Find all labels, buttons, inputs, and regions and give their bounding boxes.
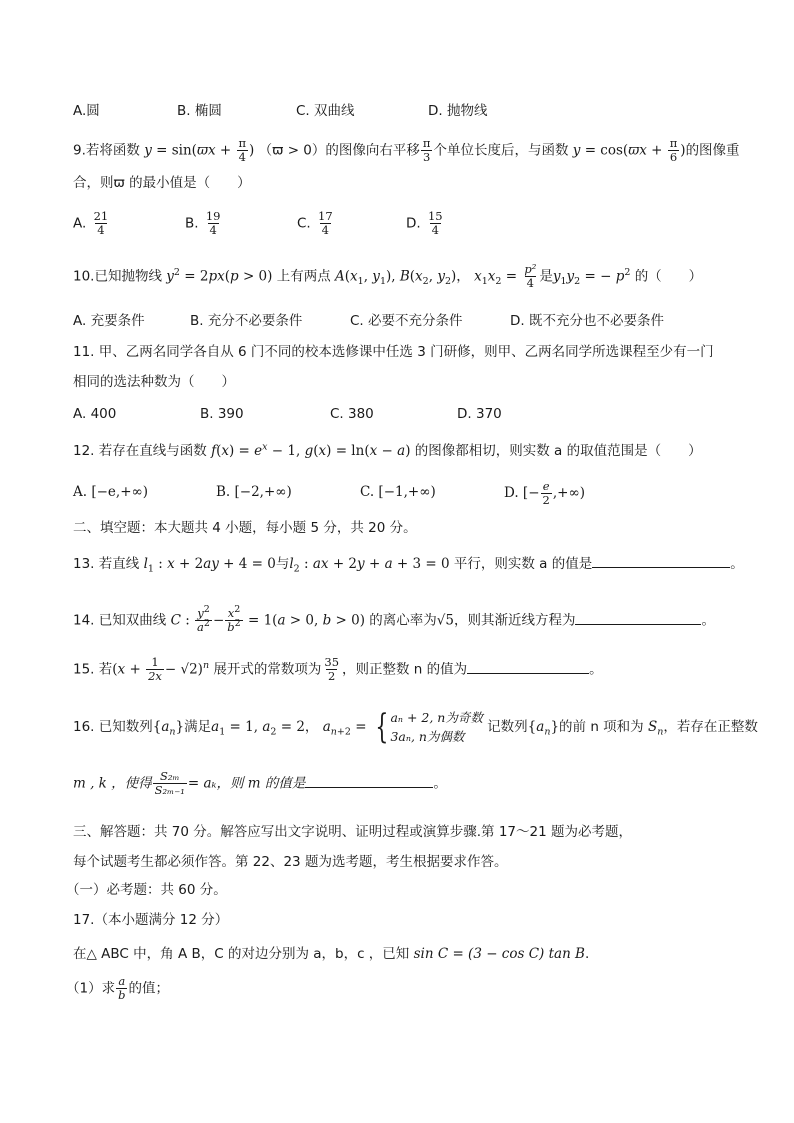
- q16-piecewise: { aₙ + 2, n为奇数 3aₙ, n为偶数: [375, 707, 483, 747]
- q12-option-b: B. [−2,+∞): [216, 484, 292, 500]
- q10-option-b: B. 充分不必要条件: [190, 313, 303, 329]
- q12-option-c: C. [−1,+∞): [360, 484, 436, 500]
- q10-line: 10.已知抛物线 $y^2 = 2px(p > 0)$ 上有两点 $A(x_1$, $y_1$), $B(x_2$, $y_2$)， $x_1x_2$ = $\frac{\text{p²}}{4}$ 是$y_1y_2$ = − $p^2$ 的（ ）: [73, 262, 703, 290]
- q12-option-a: A. [−e,+∞): [73, 484, 149, 500]
- q11-line-1: 11. 甲、乙两名同学各自从 6 门不同的校本选修课中任选 3 门研修，则甲、乙两名同学所选课程至少有一门: [73, 344, 714, 360]
- q10-option-c: C. 必要不充分条件: [350, 313, 463, 329]
- q9-fraction-pi-6: $\frac{\pi}{6}$: [669, 136, 678, 164]
- q13-answer-blank[interactable]: [592, 553, 730, 568]
- part-1-heading: （一）必考题：共 60 分。: [66, 882, 227, 898]
- section-3-line-2: 每个试题考生都必须作答。第 22、23 题为选考题，考生根据要求作答。: [73, 854, 508, 870]
- q8-option-d: D. 抛物线: [428, 103, 488, 119]
- q9-option-a: A. $\frac{21}{4}$: [73, 209, 109, 237]
- q15-answer-blank[interactable]: [467, 659, 589, 674]
- q11-option-b: B. 390: [200, 406, 244, 422]
- q11-option-c: C. 380: [330, 406, 374, 422]
- q10-option-a: A. 充要条件: [73, 313, 145, 329]
- q14-answer-blank[interactable]: [575, 610, 701, 625]
- q12-option-d: D. [− $\frac{e}{2}$ ,+∞): [504, 479, 585, 507]
- section-2-heading: 二、填空题：本大题共 4 小题，每小题 5 分，共 20 分。: [73, 520, 417, 536]
- q9-line-2: 合，则ϖ 的最小值是（ ）: [73, 175, 251, 191]
- q17-header: 17.（本小题满分 12 分）: [73, 912, 229, 928]
- q14-line: 14. 已知双曲线 C : $\frac{y^2}{a^2}$ − $\frac{x^2}{b^2}$ = 1(a > 0, b > 0) 的离心率为√5，则其渐近线方程为 。: [73, 604, 715, 634]
- q13-line: 13. 若直线 $l_1$ : x + 2ay + 4 = 0与$l_2$ : ax + 2y + a + 3 = 0 平行，则实数 a 的值是 。: [73, 553, 744, 574]
- q11-line-2: 相同的选法种数为（ ）: [73, 374, 235, 390]
- q9-line-1: 9.若将函数 y = sin(ϖx + $\frac{\pi}{4}$ ) （ϖ > 0）的图像向右平移 $\frac{\pi}{3}$ 个单位长度后，与函数 y = cos(ϖx + $\frac{\pi}{6}$ )的图像重: [73, 136, 740, 164]
- q11-option-d: D. 370: [457, 406, 502, 422]
- q9-option-c: C. $\frac{17}{4}$: [297, 209, 333, 237]
- section-3-line-1: 三、解答题：共 70 分。解答应写出文字说明、证明过程或演算步骤.第 17～21 题为必考题，: [73, 824, 632, 840]
- q8-option-a: A.圆: [73, 103, 100, 119]
- q16-answer-blank[interactable]: [305, 773, 433, 788]
- q9-option-b: B. $\frac{19}{4}$: [185, 209, 221, 237]
- q9-fraction-pi-4: $\frac{\pi}{4}$: [238, 136, 247, 164]
- q9-fraction-pi-3: $\frac{\pi}{3}$: [422, 136, 431, 164]
- q12-line: 12. 若存在直线与函数 $f(x) = e^x - 1$, g(x) = ln(x − a) 的图像都相切，则实数 a 的取值范围是（ ）: [73, 441, 702, 459]
- q11-option-a: A. 400: [73, 406, 117, 422]
- q10-option-d: D. 既不充分也不必要条件: [510, 313, 664, 329]
- q8-option-c: C. 双曲线: [296, 103, 355, 119]
- q9-option-d: D. $\frac{15}{4}$: [406, 209, 443, 237]
- q16-line-1: 16. 已知数列$\{a_n\}$满足$a_1 = 1$, $a_2 = 2$， $a_{n+2}$ = { aₙ + 2, n为奇数 3aₙ, n为偶数 记数列$\{a_n\}$的前 n 项和为 $S_n$，若存在正整数: [73, 707, 758, 747]
- q17-subquestion-1: （1）求 $\frac{a}{b}$ 的值；: [66, 974, 169, 1002]
- q15-line: 15. 若(x + $\frac{1}{2x}$ − √2)$^n$ 展开式的常数项为 $\frac{35}{2}$ ，则正整数 n 的值为 。: [73, 655, 603, 683]
- q16-line-2: m , k ，使得 $\frac{\text{S₂ₘ}}{\text{S₂ₘ₋₁}}$ = aₖ，则 m 的值是 。: [73, 769, 447, 797]
- q17-statement: 在△ ABC 中，角 A B，C 的对边分别为 a，b，c ，已知 sin C = (3 − cos C) tan B.: [73, 946, 590, 962]
- q8-option-b: B. 椭圆: [177, 103, 222, 119]
